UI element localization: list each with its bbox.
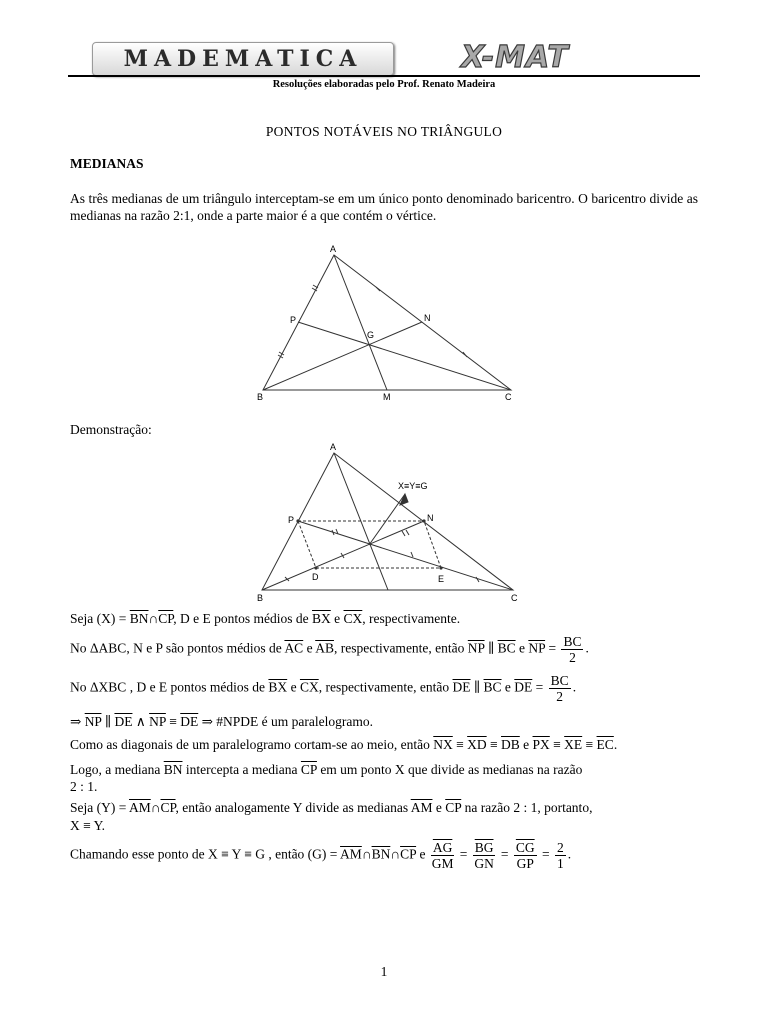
logo-left-text: MADEMATICA: [123, 46, 363, 72]
proof-line-2: No ΔABC, N e P são pontos médios de $\overline{AC}$ e $\overline{AB}$, respectivamente, então $\overline{NP}$ ∥ $\overline{BC}$ e $\overline{NP}$ = $\frac{BC}{2}$ .: [70, 634, 589, 665]
fig2-label-a: A: [330, 442, 337, 452]
fig1-label-c: C: [505, 392, 512, 402]
fig1-label-b: B: [257, 392, 264, 402]
fraction-ag-gm: $\frac{\overline{AG}}{GM}$: [431, 840, 454, 871]
fraction-2-over-1: $\frac{2}{1}$: [557, 840, 564, 871]
intro-paragraph: As três medianas de um triângulo interceptam-se em um único ponto denominado baricentro. O baricentro divide as medianas na razão 2:1, onde a parte maior é a que contém o vértice.: [70, 191, 698, 223]
fig2-label-c: C: [511, 593, 518, 603]
x-mat-logo: X-MAT: [461, 40, 569, 75]
proof-line-6-cont: 2 : 1.: [70, 779, 98, 794]
fig1-label-n: N: [424, 313, 431, 323]
fig2-label-d: D: [312, 572, 319, 582]
fig2-label-xyg: X≡Y≡G: [398, 481, 428, 491]
proof-line-7: Seja $(Y) = \overline{AM}\cap\overline{CP}$, então analogamente Y divide as medianas $\overline{AM}$ e $\overline{CP}$ na razão 2 : 1, portanto,: [70, 800, 593, 815]
fig1-label-g: G: [367, 330, 375, 340]
fraction-bg-gn: $\frac{\overline{BG}}{GN}$: [474, 840, 494, 871]
proof-line-6: Logo, a mediana $\overline{BN}$ intercepta a mediana $\overline{CP}$ em um ponto X que divide as medianas na razão: [70, 762, 583, 777]
proof-line-8: Chamando esse ponto de X ≡ Y ≡ G , então $(G) = \overline{AM}\cap\overline{BN}\cap\overline{CP}$ e $\frac{\overline{AG}}{GM}$ = $\frac{\overline{BG}}{GN}$ = $\frac{\overline{CG}}{GP}$ = $\frac{2}{1}$ .: [70, 840, 572, 871]
fig2-label-b: B: [257, 593, 264, 603]
fig2-label-e: E: [438, 574, 445, 584]
proof-line-5: Como as diagonais de um paralelogramo cortam-se ao meio, então $\overline{NX} \equiv \overline{XD} \equiv \overline{DB}$ e $\overline{PX} \equiv \overline{XE} \equiv \overline{EC}$.: [70, 737, 618, 752]
proof-line-4: ⇒ $\overline{NP}$ ∥ $\overline{DE}$ ∧ $\overline{NP} \equiv \overline{DE}$ ⇒ #NPDE é um paralelogramo.: [70, 714, 374, 729]
author-credit: Resoluções elaboradas pelo Prof. Renato Madeira: [272, 79, 496, 90]
fraction-bc-over-2: $\frac{BC}{2}$: [563, 634, 582, 665]
fraction-bc-over-2: $\frac{BC}{2}$: [550, 673, 569, 704]
fig1-label-p: P: [290, 315, 297, 325]
page-number: 1: [380, 964, 388, 979]
fig2-label-p: P: [288, 515, 295, 525]
fig2-label-n: N: [427, 513, 434, 523]
fig1-label-a: A: [330, 244, 337, 254]
document-title: PONTOS NOTÁVEIS NO TRIÂNGULO: [265, 124, 503, 139]
section-heading: MEDIANAS: [70, 156, 144, 171]
fraction-cg-gp: $\frac{\overline{CG}}{GP}$: [515, 840, 535, 871]
fig1-label-m: M: [383, 392, 391, 402]
demonstration-label: Demonstração:: [70, 422, 152, 437]
proof-line-1: Seja $(X) = \overline{BN}\cap\overline{CP}$, D e E pontos médios de $\overline{BX}$ e $\overline{CX}$, respectivamente.: [70, 611, 461, 626]
proof-line-3: No ΔXBC , D e E pontos médios de $\overline{BX}$ e $\overline{CX}$, respectivamente, então $\overline{DE}$ ∥ $\overline{BC}$ e $\overline{DE}$ = $\frac{BC}{2}$ .: [70, 673, 577, 704]
proof-line-7-cont: X ≡ Y.: [70, 818, 105, 833]
